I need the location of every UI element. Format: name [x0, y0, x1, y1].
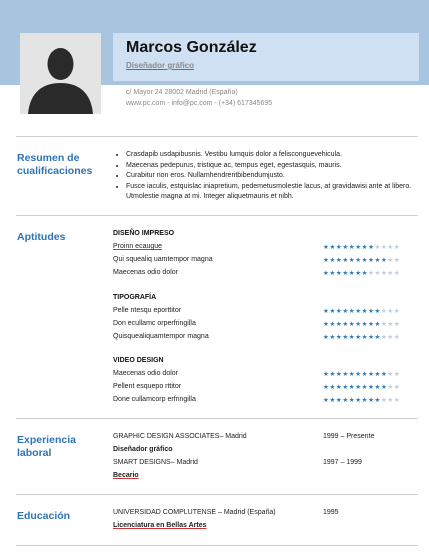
star-empty-icon: ★	[380, 321, 388, 328]
star-filled-icon: ★	[329, 397, 336, 404]
star-filled-icon: ★	[335, 308, 343, 315]
star-empty-icon: ★	[393, 334, 401, 341]
star-filled-icon: ★	[355, 257, 362, 264]
section-education-title: Educación	[17, 510, 71, 522]
star-filled-icon: ★	[355, 334, 362, 341]
person-name: Marcos González	[126, 39, 257, 56]
star-empty-icon: ★	[387, 257, 394, 264]
skill-label: Maecenas odio dolor	[113, 370, 178, 377]
experience-dates: 1997 – 1999	[323, 459, 362, 466]
section-experience-title: Experiencia laboral	[17, 434, 76, 459]
star-filled-icon: ★	[368, 371, 375, 378]
star-filled-icon: ★	[323, 270, 330, 277]
star-filled-icon: ★	[361, 257, 369, 264]
star-empty-icon: ★	[387, 371, 394, 378]
skill-group-title: TIPOGRAFÍA	[113, 294, 157, 301]
star-filled-icon: ★	[368, 257, 375, 264]
education-degree: Licenciatura en Bellas Artes	[113, 522, 207, 529]
skill-rating	[323, 243, 400, 251]
skill-rating	[323, 396, 400, 404]
star-empty-icon: ★	[393, 397, 401, 404]
star-filled-icon: ★	[348, 257, 356, 264]
star-empty-icon: ★	[387, 334, 394, 341]
experience-role: Diseñador gráfico	[113, 446, 173, 453]
skill-rating	[323, 307, 400, 315]
skill-rating	[323, 256, 400, 264]
star-filled-icon: ★	[335, 257, 343, 264]
summary-item: • Crasdapib usdapibusnis. Vestibu lumquis dolor a felisconguevehicula.	[126, 150, 426, 161]
skill-label: Qui squealiq uamtempor magna	[113, 256, 213, 263]
star-filled-icon: ★	[380, 384, 388, 391]
star-filled-icon: ★	[323, 308, 330, 315]
star-filled-icon: ★	[374, 308, 381, 315]
star-empty-icon: ★	[380, 270, 388, 277]
summary-item: • Curabitur non eros. Nullamhendreritbibendumjusto.	[126, 171, 426, 182]
star-filled-icon: ★	[374, 321, 381, 328]
skill-label: Done cullamcorp erfringilla	[113, 396, 196, 403]
contact-line: www.pc.com - info@pc.com - (+34) 617345695	[126, 100, 273, 107]
star-filled-icon: ★	[342, 270, 349, 277]
star-filled-icon: ★	[335, 321, 343, 328]
star-empty-icon: ★	[393, 384, 401, 391]
skill-label: Don ecullamc orperfringilla	[113, 320, 196, 327]
star-filled-icon: ★	[323, 321, 330, 328]
star-filled-icon: ★	[342, 244, 349, 251]
star-filled-icon: ★	[355, 270, 362, 277]
star-filled-icon: ★	[348, 308, 356, 315]
star-filled-icon: ★	[348, 270, 356, 277]
star-filled-icon: ★	[348, 321, 356, 328]
star-filled-icon: ★	[374, 384, 381, 391]
address-line: c/ Mayor 24 28002 Madrid (España)	[126, 89, 238, 96]
profile-photo	[20, 33, 101, 114]
star-filled-icon: ★	[329, 334, 336, 341]
star-filled-icon: ★	[355, 321, 362, 328]
star-filled-icon: ★	[355, 371, 362, 378]
summary-list	[112, 150, 426, 203]
education-year: 1995	[323, 509, 339, 516]
star-filled-icon: ★	[355, 308, 362, 315]
star-empty-icon: ★	[393, 371, 401, 378]
skill-label: Maecenas odio dolor	[113, 269, 178, 276]
experience-role: Becario	[113, 472, 139, 479]
star-empty-icon: ★	[387, 244, 394, 251]
star-filled-icon: ★	[355, 244, 362, 251]
skill-rating	[323, 269, 400, 277]
education-school: UNIVERSIDAD COMPLUTENSE – Madrid (España)	[113, 509, 276, 516]
star-filled-icon: ★	[361, 308, 369, 315]
experience-company: GRAPHIC DESIGN ASSOCIATES– Madrid	[113, 433, 247, 440]
star-filled-icon: ★	[361, 270, 369, 277]
star-filled-icon: ★	[323, 244, 330, 251]
star-empty-icon: ★	[393, 308, 401, 315]
star-filled-icon: ★	[329, 257, 336, 264]
star-filled-icon: ★	[368, 397, 375, 404]
star-filled-icon: ★	[374, 257, 381, 264]
star-filled-icon: ★	[348, 371, 356, 378]
star-filled-icon: ★	[342, 397, 349, 404]
star-filled-icon: ★	[323, 334, 330, 341]
star-filled-icon: ★	[355, 384, 362, 391]
star-filled-icon: ★	[335, 244, 343, 251]
star-filled-icon: ★	[329, 270, 336, 277]
star-filled-icon: ★	[361, 244, 369, 251]
star-empty-icon: ★	[387, 321, 394, 328]
star-empty-icon: ★	[380, 244, 388, 251]
star-filled-icon: ★	[335, 334, 343, 341]
star-filled-icon: ★	[348, 384, 356, 391]
star-filled-icon: ★	[335, 270, 343, 277]
skill-rating	[323, 320, 400, 328]
star-empty-icon: ★	[387, 384, 394, 391]
star-empty-icon: ★	[374, 244, 381, 251]
star-filled-icon: ★	[323, 397, 330, 404]
star-filled-icon: ★	[348, 244, 356, 251]
star-filled-icon: ★	[355, 397, 362, 404]
skill-group-title: VIDEO DESIGN	[113, 357, 164, 364]
skill-rating	[323, 370, 400, 378]
star-filled-icon: ★	[361, 384, 369, 391]
star-filled-icon: ★	[368, 334, 375, 341]
star-empty-icon: ★	[387, 308, 394, 315]
star-filled-icon: ★	[374, 397, 381, 404]
star-empty-icon: ★	[387, 270, 394, 277]
divider	[16, 545, 418, 546]
summary-item: • Fusce iaculis, estquislac iniapretium, pedemetusmolestie lacus, at gravidawisi ante at libero. Utmolestie magna at mi. Integer aliquetmauris et nibh.	[126, 182, 426, 203]
star-filled-icon: ★	[342, 371, 349, 378]
skill-rating	[323, 333, 400, 341]
star-filled-icon: ★	[374, 371, 381, 378]
skill-label: Proinn ecaugue	[113, 243, 163, 250]
star-filled-icon: ★	[361, 321, 369, 328]
star-empty-icon: ★	[393, 244, 401, 251]
star-filled-icon: ★	[348, 397, 356, 404]
star-filled-icon: ★	[335, 397, 343, 404]
star-empty-icon: ★	[380, 308, 388, 315]
star-filled-icon: ★	[335, 384, 343, 391]
star-filled-icon: ★	[368, 308, 375, 315]
star-empty-icon: ★	[380, 334, 388, 341]
skill-group-title: DISEÑO IMPRESO	[113, 230, 175, 237]
divider	[16, 136, 418, 137]
star-empty-icon: ★	[374, 270, 381, 277]
section-skills-title: Aptitudes	[17, 231, 66, 243]
star-empty-icon: ★	[393, 321, 401, 328]
star-filled-icon: ★	[368, 321, 375, 328]
star-filled-icon: ★	[323, 384, 330, 391]
star-filled-icon: ★	[342, 321, 349, 328]
skill-rating	[323, 383, 400, 391]
star-empty-icon: ★	[368, 270, 375, 277]
star-filled-icon: ★	[380, 371, 388, 378]
star-filled-icon: ★	[342, 334, 349, 341]
star-empty-icon: ★	[393, 270, 401, 277]
experience-company: SMART DESIGNS– Madrid	[113, 459, 198, 466]
star-filled-icon: ★	[329, 371, 336, 378]
star-filled-icon: ★	[380, 257, 388, 264]
skill-label: Pellent esquepo rttitor	[113, 383, 182, 390]
star-filled-icon: ★	[348, 334, 356, 341]
star-filled-icon: ★	[361, 397, 369, 404]
star-filled-icon: ★	[323, 257, 330, 264]
experience-dates: 1999 – Presente	[323, 433, 375, 440]
star-filled-icon: ★	[329, 244, 336, 251]
star-filled-icon: ★	[361, 334, 369, 341]
skill-label: Quisquealiquamtempor magna	[113, 333, 209, 340]
section-summary-title: Resumen de cualificaciones	[17, 152, 93, 177]
star-filled-icon: ★	[361, 371, 369, 378]
star-filled-icon: ★	[368, 244, 375, 251]
skill-label: Pelle ntesqu eporttitor	[113, 307, 182, 314]
star-filled-icon: ★	[368, 384, 375, 391]
person-role: Diseñador gráfico	[126, 61, 195, 70]
star-empty-icon: ★	[387, 397, 394, 404]
star-filled-icon: ★	[329, 308, 336, 315]
divider	[16, 418, 418, 419]
star-filled-icon: ★	[323, 371, 330, 378]
divider	[16, 494, 418, 495]
star-filled-icon: ★	[342, 257, 349, 264]
star-filled-icon: ★	[342, 308, 349, 315]
star-filled-icon: ★	[342, 384, 349, 391]
star-filled-icon: ★	[374, 334, 381, 341]
divider	[16, 215, 418, 216]
star-filled-icon: ★	[335, 371, 343, 378]
summary-item: • Maecenas pedepurus, tristique ac, tempus eget, egestasquis, mauris.	[126, 161, 426, 172]
star-filled-icon: ★	[329, 384, 336, 391]
star-empty-icon: ★	[380, 397, 388, 404]
star-empty-icon: ★	[393, 257, 401, 264]
star-filled-icon: ★	[329, 321, 336, 328]
